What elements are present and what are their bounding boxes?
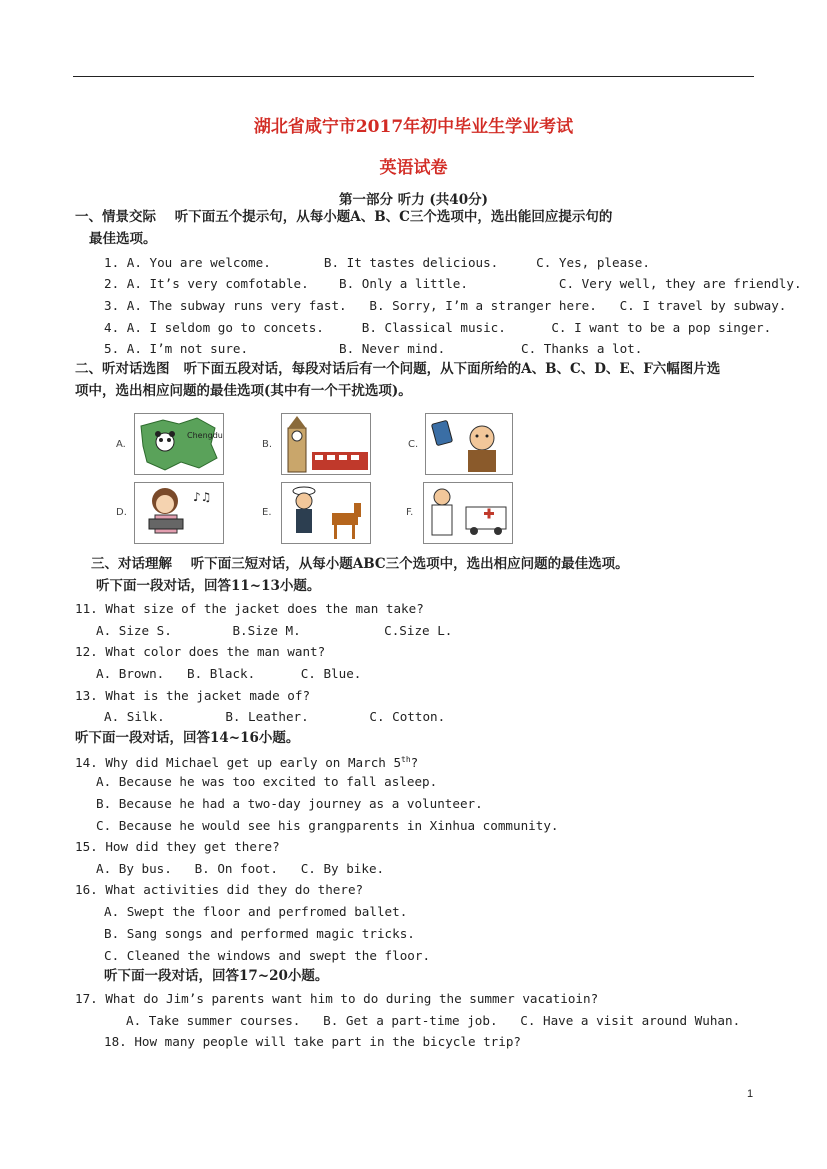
picture-f-doctor-ambulance — [423, 482, 513, 544]
picture-label-f: F. — [406, 507, 414, 518]
picture-label-d: D. — [116, 507, 127, 518]
question-14-option-a: A. Because he was too excited to fall asleep. — [96, 774, 438, 789]
question-11: 11. What size of the jacket does the man take? — [75, 601, 424, 616]
exam-title: 湖北省咸宁市2017年初中毕业生学业考试 — [253, 117, 574, 137]
picture-a-panda-map — [134, 413, 224, 475]
dialogue-intro-3: 听下面一段对话，回答17~20小题。 — [104, 968, 329, 984]
svg-text:♪♫: ♪♫ — [193, 490, 212, 504]
page-number: 1 — [747, 1088, 754, 1100]
question-4: 4. A. I seldom go to concets. B. Classical music. C. I want to be a pop singer. — [104, 320, 772, 335]
picture-e-officer-horse — [281, 482, 371, 544]
picture-a-text: Chengdu — [187, 431, 223, 440]
picture-label-c: C. — [408, 439, 419, 450]
question-16: 16. What activities did they do there? — [75, 882, 364, 897]
dialogue-intro-1: 听下面一段对话，回答11~13小题。 — [96, 578, 321, 594]
picture-b-big-ben-bus — [281, 413, 371, 475]
question-5: 5. A. I’m not sure. B. Never mind. C. Thanks a lot. — [104, 341, 643, 356]
question-11-options: A. Size S. B.Size M. C.Size L. — [96, 623, 453, 638]
question-13: 13. What is the jacket made of? — [75, 688, 311, 703]
question-16-option-c: C. Cleaned the windows and swept the floor. — [104, 948, 431, 963]
section3-heading: 三、对话理解 听下面三短对话，从每小题ABC三个选项中，选出相应问题的最佳选项。 — [91, 556, 629, 572]
section2-heading-cont: 项中，选出相应问题的最佳选项(其中有一个干扰选项)。 — [75, 383, 412, 399]
question-17: 17. What do Jim’s parents want him to do during the summer vacatioin? — [75, 991, 599, 1006]
section1-heading-cont: 最佳选项。 — [89, 231, 157, 247]
question-14-option-c: C. Because he would see his grangparents in Xinhua community. — [96, 818, 559, 833]
question-15: 15. How did they get there? — [75, 839, 280, 854]
exam-subtitle: 英语试卷 — [379, 158, 448, 178]
part-heading: 第一部分 听力 (共40分) — [339, 192, 488, 208]
section1-heading: 一、情景交际 听下面五个提示句，从每小题A、B、C三个选项中，选出能回应提示句的 — [75, 209, 613, 225]
picture-label-a: A. — [116, 439, 126, 450]
question-12: 12. What color does the man want? — [75, 644, 326, 659]
picture-d-girl-accordion — [134, 482, 224, 544]
question-13-options: A. Silk. B. Leather. C. Cotton. — [104, 709, 446, 724]
question-14-option-b: B. Because he had a two-day journey as a volunteer. — [96, 796, 483, 811]
question-16-option-a: A. Swept the floor and perfromed ballet. — [104, 904, 408, 919]
question-18: 18. How many people will take part in the bicycle trip? — [104, 1034, 522, 1049]
question-16-option-b: B. Sang songs and performed magic tricks. — [104, 926, 415, 941]
picture-c-man-phone — [425, 413, 513, 475]
picture-label-e: E. — [262, 507, 272, 518]
picture-label-b: B. — [262, 439, 273, 450]
section2-heading: 二、听对话选图 听下面五段对话，每段对话后有一个问题，从下面所给的A、B、C、D、E、F六幅图片选 — [75, 361, 721, 377]
question-1: 1. A. You are welcome. B. It tastes delicious. C. Yes, please. — [104, 255, 650, 270]
dialogue-intro-2: 听下面一段对话，回答14~16小题。 — [75, 730, 300, 746]
question-12-options: A. Brown. B. Black. C. Blue. — [96, 666, 362, 681]
question-2: 2. A. It’s very comfotable. B. Only a little. C. Very well, they are friendly. — [104, 276, 802, 291]
header-rule — [73, 76, 754, 77]
question-3: 3. A. The subway runs very fast. B. Sorry, I’m a stranger here. C. I travel by subway. — [104, 298, 787, 313]
question-17-options: A. Take summer courses. B. Get a part-time job. C. Have a visit around Wuhan. — [126, 1013, 741, 1028]
question-15-options: A. By bus. B. On foot. C. By bike. — [96, 861, 385, 876]
question-14: 14. Why did Michael get up early on March 5th? — [75, 755, 419, 771]
